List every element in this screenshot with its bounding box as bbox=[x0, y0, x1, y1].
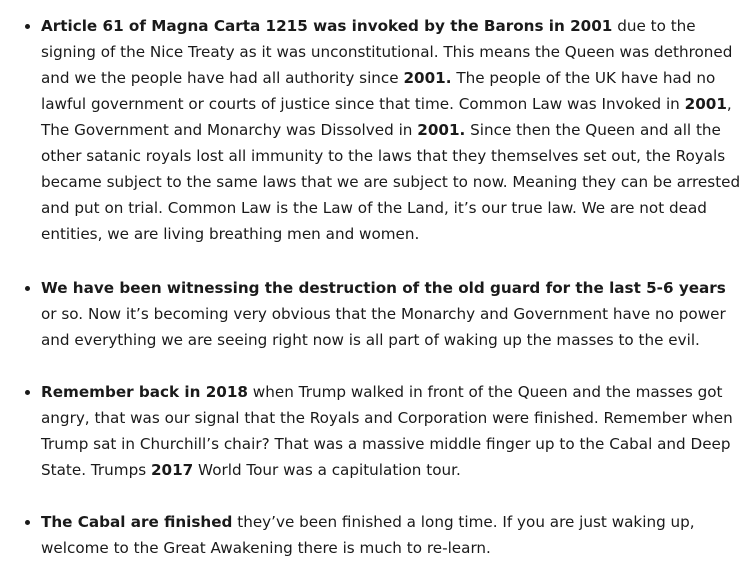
bold-text: 2001. bbox=[417, 121, 466, 139]
bold-text: 2001 bbox=[684, 95, 727, 113]
bullet-icon bbox=[25, 390, 30, 395]
bullet-icon bbox=[25, 286, 30, 291]
body-text: The people of the UK have had no lawful government or courts of justice since that time. Common Law was Invoked in bbox=[41, 69, 716, 113]
body-text: due to the signing of the Nice Treaty as it was unconstitutional. This means the Queen was dethroned and we the people have had all authority since bbox=[41, 17, 733, 87]
bold-text: 2017 bbox=[150, 461, 194, 479]
body-text: World Tour was a capitulation tour. bbox=[193, 461, 461, 479]
bold-text: We have been witnessing the destruction of the old guard for the last 5-6 years bbox=[41, 279, 726, 297]
body-text: Since then the Queen and all the other satanic royals lost all immunity to the laws that they themselves set out, the Royals became subject to the same laws that we are subject to now. Meaning they can be arrested and put on trial. Common Law is the Law of the Land, it’s our true law. We are not dead entities, we are living breathing men and women. bbox=[41, 121, 741, 243]
body-text: , The Government and Monarchy was Dissolved in bbox=[41, 95, 732, 139]
list-item bbox=[41, 379, 741, 483]
bold-text: Remember back in 2018 bbox=[41, 383, 248, 401]
list-item bbox=[41, 275, 741, 353]
body-text: they’ve been finished a long time. If you are just waking up, welcome to the Great Awakening there is much to re-learn. bbox=[41, 513, 695, 557]
bullet-icon bbox=[25, 24, 30, 29]
list-item bbox=[41, 509, 741, 561]
bold-text: 2001. bbox=[403, 69, 452, 87]
bold-text: Article 61 of Magna Carta 1215 was invoked by the Barons in 2001 bbox=[41, 17, 613, 35]
bold-text: The Cabal are finished bbox=[41, 513, 233, 531]
list-item bbox=[41, 13, 741, 247]
body-text: when Trump walked in front of the Queen and the masses got angry, that was our signal that the Royals and Corporation were finished. Remember when Trump sat in Churchill’s chair? That was a massive middle finger up to the Cabal and Deep State. Trumps bbox=[41, 383, 733, 479]
body-text: or so. Now it’s becoming very obvious that the Monarchy and Government have no power and everything we are seeing right now is all part of waking up the masses to the evil. bbox=[41, 305, 726, 349]
bullet-icon bbox=[25, 520, 30, 525]
